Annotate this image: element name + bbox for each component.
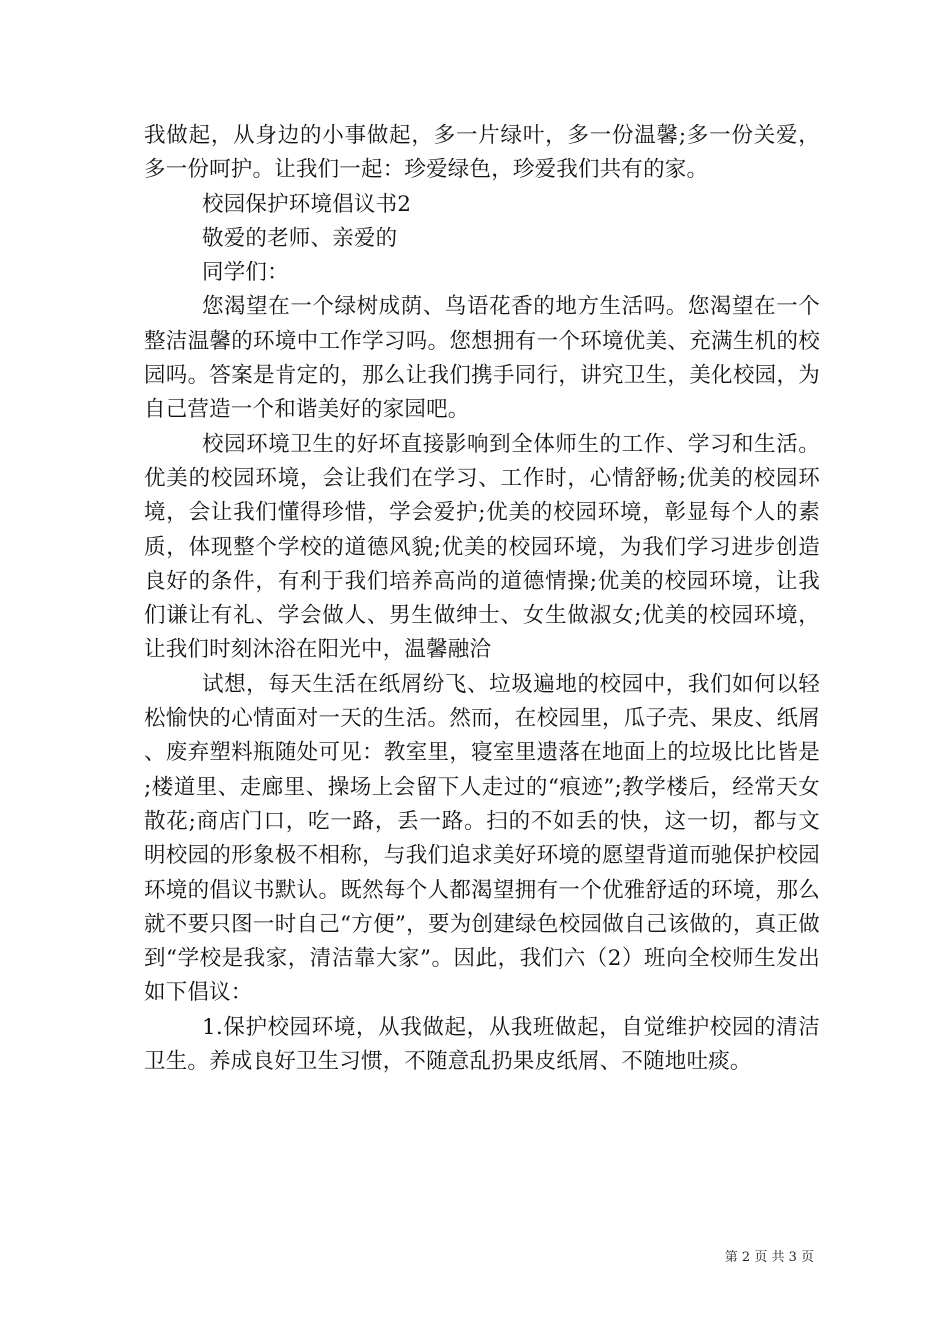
salutation-line-2: 同学们： xyxy=(202,260,289,286)
section-title: 校园保护环境倡议书2 xyxy=(202,191,412,217)
paragraph-3: 校园环境卫生的好坏直接影响到全体师生的工作、学习和生活。优美的校园环境，会让我们在学习、工作时，心情舒畅;优美的校园环境，会让我们懂得珍惜，学会爱护;优美的校园环境，彰显每个人的素质，体现整个学校的道德风貌;优美的校园环境，为我们学习进步创造良好的条件，有利于我们培养高尚的道德情操;优美的校园环境，让我们谦让有礼、学会做人、男生做绅士、女生做淑女;优美的校园环境，让我们时刻沐浴在阳光中，温馨融洽 xyxy=(144,431,820,663)
paragraph-2: 您渴望在一个绿树成荫、鸟语花香的地方生活吗。您渴望在一个整洁温馨的环境中工作学习吗。您想拥有一个环境优美、充满生机的校园吗。答案是肯定的，那么让我们携手同行，讲究卫生，美化校园，为自己营造一个和谐美好的家园吧。 xyxy=(144,294,820,423)
paragraph-4: 试想，每天生活在纸屑纷飞、垃圾遍地的校园中，我们如何以轻松愉快的心情面对一天的生活。然而，在校园里，瓜子壳、果皮、纸屑、废弃塑料瓶随处可见：教室里，寝室里遗落在地面上的垃圾比比皆是;楼道里、走廊里、操场上会留下人走过的“痕迹”;教学楼后，经常天女散花;商店门口，吃一路，丢一路。扫的不如丢的快，这一切，都与文明校园的形象极不相称，与我们追求美好环境的愿望背道而驰保护校园环境的倡议书默认。既然每个人都渴望拥有一个优雅舒适的环境，那么就不要只图一时自己“方便”，要为创建绿色校园做自己该做的，真正做到“学校是我家，清洁靠大家”。因此，我们六（2）班向全校师生发出如下倡议： xyxy=(144,671,820,1006)
paragraph-1: 我做起，从身边的小事做起，多一片绿叶，多一份温馨;多一份关爱，多一份呵护。让我们一起：珍爱绿色，珍爱我们共有的家。 xyxy=(144,123,820,183)
document-body xyxy=(144,119,820,1079)
proposal-item-1: 1.保护校园环境，从我做起，从我班做起，自觉维护校园的清洁卫生。养成良好卫生习惯，不随意乱扔果皮纸屑、不随地吐痰。 xyxy=(144,1014,820,1075)
page-number: 第 2 页 共 3 页 xyxy=(724,1250,814,1265)
salutation-line-1: 敬爱的老师、亲爱的 xyxy=(202,225,398,251)
